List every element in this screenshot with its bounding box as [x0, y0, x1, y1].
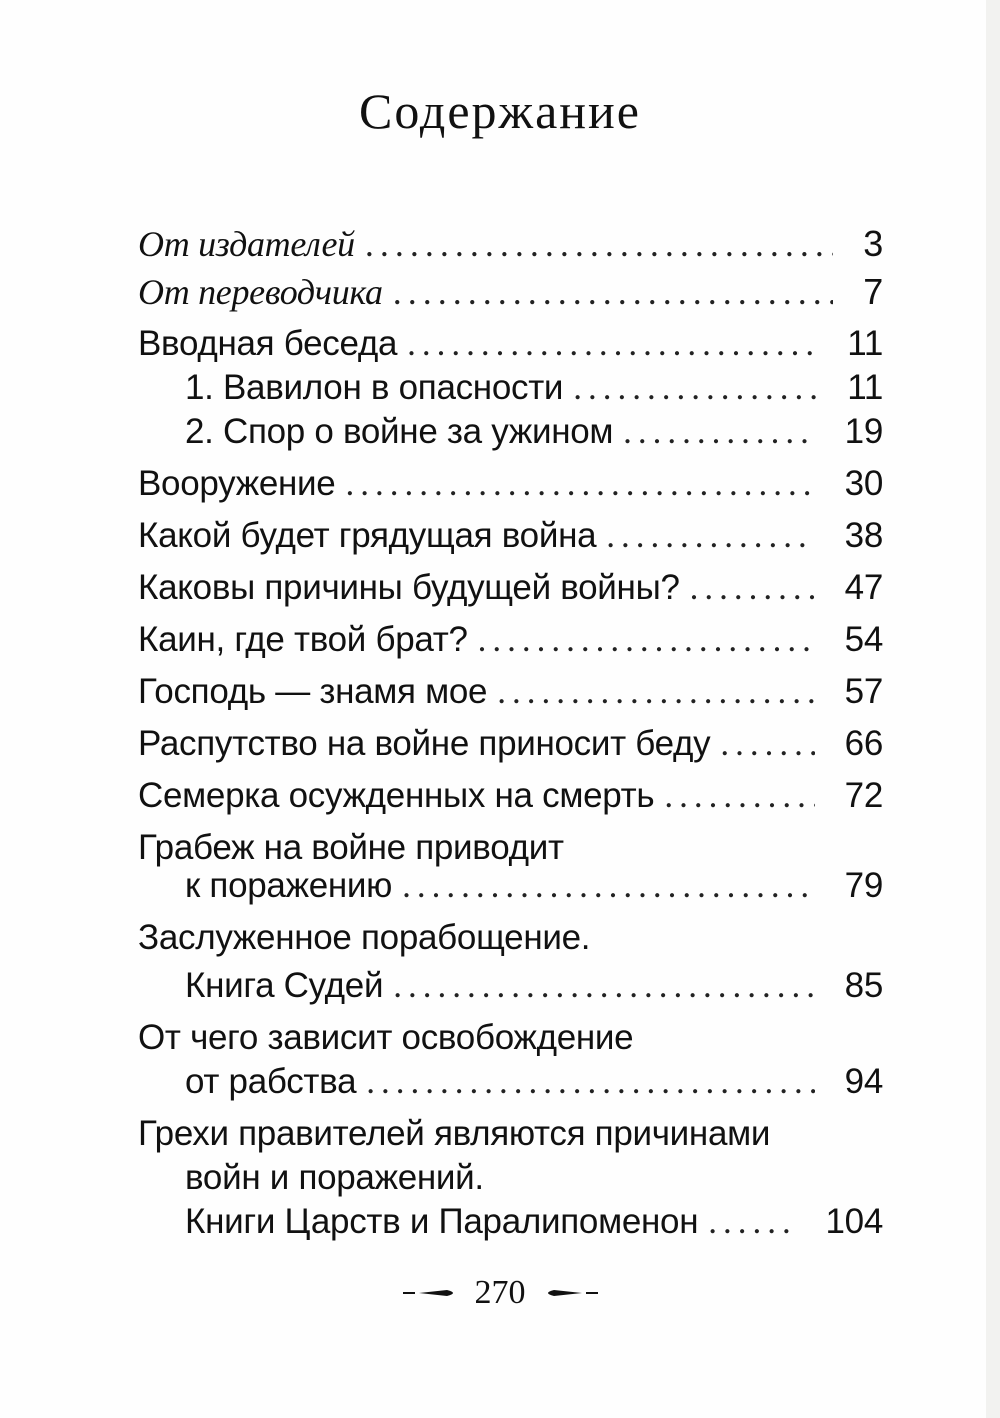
toc-entry [185, 410, 883, 454]
toc-entry [138, 514, 883, 558]
dot-leader [478, 618, 815, 662]
toc-entry [138, 1016, 883, 1060]
dot-leader [366, 1060, 814, 1104]
toc-entry-page: 19 [844, 412, 883, 451]
toc-entry [138, 774, 883, 818]
toc-entry [185, 1200, 883, 1244]
page-footer [0, 1274, 1000, 1312]
toc-entry [185, 1156, 883, 1200]
toc-entry-page: 54 [844, 620, 883, 659]
toc-entry-page: 57 [844, 672, 883, 711]
toc-entry [185, 1060, 883, 1104]
toc-entry-page: 72 [844, 776, 883, 815]
toc-entry-title: Грабеж на войне приводит [138, 828, 564, 867]
toc-entry-title: Семерка осужденных на смерть [138, 776, 655, 815]
dot-leader [573, 366, 817, 410]
toc-entry-title: 2. Спор о войне за ужином [185, 412, 614, 451]
toc-entry-title: войн и поражений. [185, 1158, 484, 1197]
toc-entry-title: От издателей [138, 224, 355, 264]
toc-entry [138, 618, 883, 662]
toc-entry [138, 222, 883, 266]
toc-entry-page: 85 [844, 966, 883, 1005]
toc-entry [185, 366, 883, 410]
dot-leader [345, 462, 814, 506]
dot-leader [393, 964, 814, 1008]
page-title: Содержание [359, 83, 641, 139]
toc-entry-title: Заслуженное порабощение. [138, 918, 591, 957]
toc-entry-page: 38 [844, 516, 883, 555]
toc-entry [138, 916, 883, 960]
dot-leader [393, 270, 834, 314]
toc-entry-title: Книги Царств и Паралипоменон [185, 1202, 699, 1241]
dot-leader [720, 722, 814, 766]
toc-entry-page: 3 [863, 223, 883, 264]
toc-entry-page: 104 [825, 1202, 883, 1241]
toc-entry-title: от рабства [185, 1062, 357, 1101]
toc-entry-title: Вводная беседа [138, 324, 398, 363]
toc-entry-title: От чего зависит освобождение [138, 1018, 634, 1057]
dot-leader [497, 670, 814, 714]
left-ornament-icon [401, 1286, 465, 1300]
toc-entry-page: 94 [844, 1062, 883, 1101]
dot-leader [664, 774, 814, 818]
dot-leader [365, 222, 833, 266]
toc-entry [138, 566, 883, 610]
toc-entry [138, 670, 883, 714]
toc-entry-page: 7 [863, 271, 883, 312]
toc-entry-title: Распутство на войне приносит беду [138, 724, 711, 763]
toc-entry-title: Вооружение [138, 464, 336, 503]
toc-entry [138, 722, 883, 766]
toc-entry [185, 964, 883, 1008]
toc-entry-title: Грехи правителей являются причинами [138, 1114, 771, 1153]
dot-leader [690, 566, 815, 610]
right-ornament-icon [536, 1286, 600, 1300]
toc-entry [138, 462, 883, 506]
toc-entry-title: 1. Вавилон в опасности [185, 368, 564, 407]
toc-entry-page: 79 [844, 866, 883, 905]
toc-entry-title: Каин, где твой брат? [138, 620, 468, 659]
toc-entry-title: Какой будет грядущая война [138, 516, 597, 555]
toc-entry-page: 11 [847, 324, 883, 363]
dot-leader [623, 410, 814, 454]
toc-entry [138, 1112, 883, 1156]
dot-leader [402, 864, 815, 908]
dot-leader [407, 322, 817, 366]
toc-entry-page: 66 [844, 724, 883, 763]
dot-leader [606, 514, 814, 558]
toc-entry-title: Господь — знамя мое [138, 672, 488, 711]
toc-entry-page: 11 [847, 368, 883, 407]
toc-entry-title: Книга Судей [185, 966, 384, 1005]
toc-entry-page: 30 [844, 464, 883, 503]
toc-entry [138, 322, 883, 366]
toc-entry-title: к поражению [185, 866, 393, 905]
page-number: 270 [474, 1274, 526, 1311]
toc-entry-title: Каковы причины будущей войны? [138, 568, 680, 607]
toc-entry-page: 47 [844, 568, 883, 607]
toc-entry [138, 270, 883, 314]
toc-entry-title: От переводчика [138, 272, 383, 312]
dot-leader [708, 1200, 795, 1244]
toc-entry [185, 864, 883, 908]
